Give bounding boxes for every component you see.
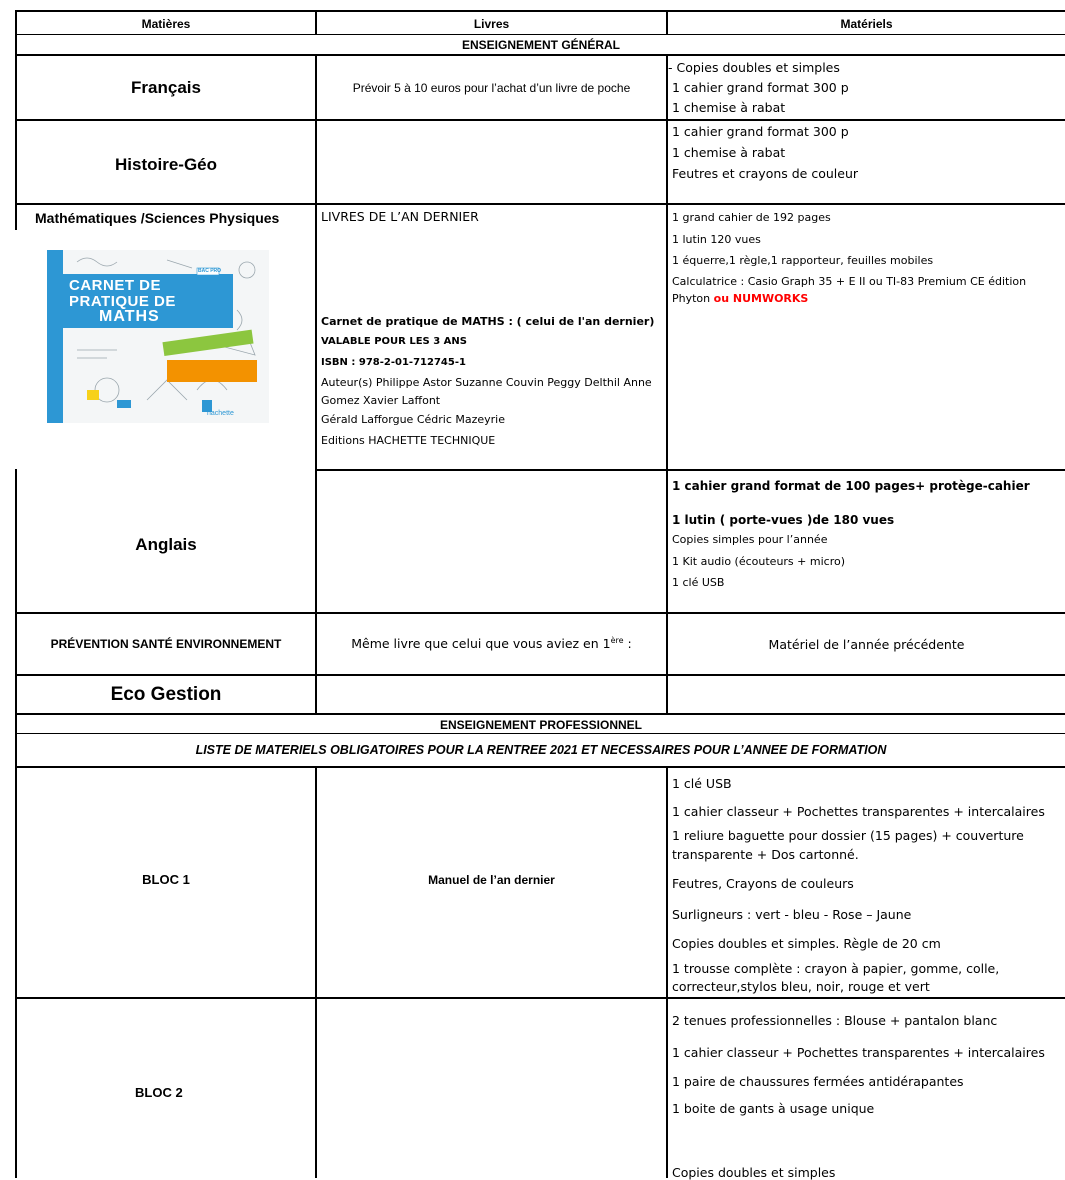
grid-line — [15, 997, 1065, 999]
grid-line — [15, 10, 1065, 12]
book-pse-suffix: : — [623, 636, 632, 652]
material-histoire: 1 chemise à rabat — [672, 145, 786, 160]
material-bloc2: 2 tenues professionnelles : Blouse + pantalon blanc — [672, 1013, 998, 1028]
material-maths: 1 grand cahier de 192 pages — [672, 211, 831, 224]
material-bloc1: 1 cahier classeur + Pochettes transparentes + intercalaires — [672, 804, 1045, 819]
subject-histoire-geo: Histoire-Géo — [114, 155, 218, 174]
header-books: Livres — [473, 17, 510, 31]
cover-title-line3: MATHS — [99, 308, 160, 325]
material-bloc1: transparente + Dos cartonné. — [672, 847, 859, 862]
material-bloc1: Feutres, Crayons de couleurs — [672, 876, 854, 891]
book-maths-line: Carnet de pratique de MATHS : ( celui de l'an dernier) — [321, 315, 655, 328]
grid-line — [15, 34, 1065, 35]
material-anglais-bold: 1 lutin ( porte-vues )de 180 vues — [672, 513, 895, 527]
material-anglais: 1 Kit audio (écouteurs + micro) — [672, 555, 845, 568]
material-bloc1: Copies doubles et simples. Règle de 20 cm — [672, 936, 941, 951]
material-histoire: 1 cahier grand format 300 p — [672, 124, 849, 139]
book-pse — [317, 614, 666, 674]
material-bloc1: correcteur,stylos bleu, noir, rouge et vert — [672, 979, 930, 994]
material-bloc1: 1 reliure baguette pour dossier (15 pages) + couverture — [672, 828, 1024, 843]
subject-anglais: Anglais — [135, 534, 197, 554]
material-bloc2: 1 cahier classeur + Pochettes transparentes + intercalaires — [672, 1045, 1045, 1060]
book-maths-line: Gérald Lafforgue Cédric Mazeyrie — [321, 413, 505, 426]
cover-title-line1: CARNET DE — [69, 277, 162, 294]
material-francais: - Copies doubles et simples — [668, 60, 840, 75]
grid-line — [315, 469, 1065, 471]
section-professional-note: LISTE DE MATERIELS OBLIGATOIRES POUR LA RENTREE 2021 ET NECESSAIRES POUR L’ANNEE DE FORMATION — [195, 743, 887, 757]
book-cover-image — [47, 250, 269, 423]
material-bloc1: 1 trousse complète : crayon à papier, gomme, colle, — [672, 961, 1000, 976]
book-maths-line: Auteur(s) Philippe Astor Suzanne Couvin Peggy Delthil Anne — [321, 376, 652, 389]
section-general: ENSEIGNEMENT GÉNÉRAL — [461, 38, 620, 52]
subject-pse: PRÉVENTION SANTÉ ENVIRONNEMENT — [50, 637, 282, 651]
book-maths-header: LIVRES DE L’AN DERNIER — [321, 209, 479, 224]
material-pse: Matériel de l’année précédente — [768, 636, 965, 652]
grid-line — [666, 766, 668, 1178]
header-subjects: Matières — [141, 17, 191, 31]
material-maths-numworks: ou NUMWORKS — [713, 292, 809, 305]
book-maths-line: VALABLE POUR LES 3 ANS — [321, 336, 467, 347]
material-anglais: Copies simples pour l’année — [672, 533, 828, 546]
grid-line — [15, 733, 1065, 734]
grid-line — [15, 713, 1065, 715]
material-maths-phyton: Phyton — [672, 292, 711, 305]
book-pse-text: Même livre que celui que vous aviez en 1 — [351, 636, 611, 652]
book-bloc1: Manuel de l’an dernier — [428, 872, 555, 887]
book-maths-line: Editions HACHETTE TECHNIQUE — [321, 434, 496, 447]
cover-badge: BAC PRO — [198, 268, 222, 274]
cover-publisher: hachette — [207, 410, 234, 417]
grid-line — [15, 203, 1065, 205]
subject-bloc1: BLOC 1 — [142, 872, 190, 887]
material-maths: 1 lutin 120 vues — [672, 233, 761, 246]
cover-title-line2: PRATIQUE DE — [69, 293, 176, 310]
material-francais: 1 chemise à rabat — [672, 100, 786, 115]
material-bloc1: 1 clé USB — [672, 776, 732, 791]
book-maths-line: ISBN : 978-2-01-712745-1 — [321, 357, 466, 368]
header-materials: Matériels — [840, 17, 893, 31]
book-pse-sup: ère — [610, 636, 624, 646]
book-francais: Prévoir 5 à 10 euros pour l’achat d’un livre de poche — [352, 80, 631, 95]
subject-francais: Français — [131, 77, 201, 97]
material-maths-last — [672, 293, 808, 304]
material-maths: Calculatrice : Casio Graph 35 + E II ou TI-83 Premium CE édition — [672, 275, 1027, 288]
material-maths: 1 équerre,1 règle,1 rapporteur, feuilles mobiles — [672, 254, 934, 267]
material-histoire: Feutres et crayons de couleur — [672, 166, 859, 181]
subject-maths: Mathématiques /Sciences Physiques — [35, 210, 280, 226]
subject-eco-gestion: Eco Gestion — [110, 683, 222, 705]
material-francais: 1 cahier grand format 300 p — [672, 80, 849, 95]
subject-bloc2: BLOC 2 — [135, 1085, 183, 1100]
material-bloc2: 1 boite de gants à usage unique — [672, 1101, 875, 1116]
material-bloc2: Copies doubles et simples — [672, 1165, 836, 1180]
material-anglais-bold: 1 cahier grand format de 100 pages+ protège-cahier — [672, 479, 1030, 493]
maths-book-cover — [47, 250, 269, 423]
material-bloc2: 1 paire de chaussures fermées antidérapantes — [672, 1074, 964, 1089]
material-bloc1: Surligneurs : vert - bleu - Rose – Jaune — [672, 907, 912, 922]
section-professional: ENSEIGNEMENT PROFESSIONNEL — [439, 718, 643, 732]
material-anglais: 1 clé USB — [672, 576, 725, 589]
book-maths-line: Gomez Xavier Laffont — [321, 394, 441, 407]
